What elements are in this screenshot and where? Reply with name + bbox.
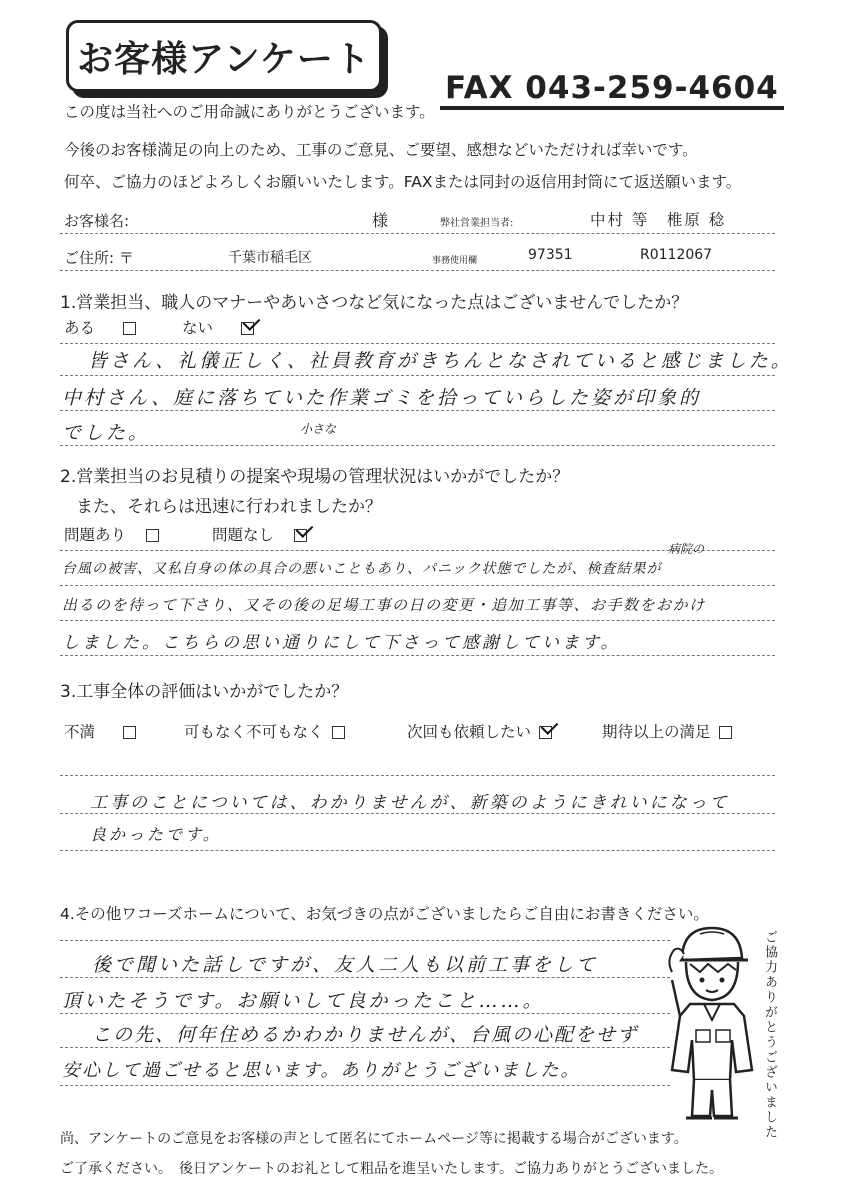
q1-rule-2 [60,375,775,376]
q3-option-2-checkbox[interactable] [332,726,345,739]
question-3: 3.工事全体の評価はいかがでしたか？ [60,682,349,702]
office-use-label: 事務使用欄 [432,256,478,266]
q4-answer-line-4: 安心して過ごせると思います。ありがとうございました。 [62,1060,581,1081]
q1-option-no[interactable] [182,316,254,338]
q1-no-checkbox[interactable] [241,322,254,335]
q2-rule-3 [60,620,775,621]
q1-rule-3 [60,410,775,411]
q4-answer-line-2: 頂いたそうです。お願いして良かったこと……。 [62,990,545,1012]
q2-option-issue-label: 問題あり [64,526,127,544]
q3-option-3[interactable] [407,720,552,742]
q2-answer-insert: 病院の [668,542,705,556]
q1-rule-4 [60,445,775,446]
q1-answer-line-2: 中村さん、庭に落ちていた作業ゴミを拾っていらした姿が印象的 [62,387,701,409]
q3-answer-line-1: 工事のことについては、わかりませんが、新築のようにきれいになって [90,793,730,813]
q2-rule-2 [60,585,775,586]
worker-illustration [660,920,760,1125]
question-4: 4.その他ワコーズホームについて、お気づきの点がございましたらご自由にお書きください。 [60,905,709,923]
q3-option-1-label: 不満 [64,723,96,741]
name-rule [60,233,775,234]
footer-line-2: ご了承ください。 後日アンケートのお礼として粗品を進呈いたします。ご協力ありがとうございました。 [60,1161,724,1177]
address-rule [60,270,775,271]
q4-rule-4 [60,1047,670,1048]
q1-answer-line-3: でした。 [62,422,151,444]
q1-option-no-label: ない [182,319,214,337]
q3-rule-2 [60,813,775,814]
question-1: 1.営業担当、職人のマナーやあいさつなど気になった点はございませんでしたか？ [60,293,689,313]
intro-line-2: 今後のお客様満足の向上のため、工事のご意見、ご要望、感想などいただければ幸いです。 [64,141,698,159]
q3-rule-3 [60,850,775,851]
q3-rule-1 [60,775,775,776]
q2-answer-line-3: しました。こちらの思い通りにして下さって感謝しています。 [62,633,621,653]
side-thanks-message: ご協力ありがとうございました [762,930,777,1140]
q4-rule-1 [60,940,670,941]
address-value: 千葉市稲毛区 [228,250,312,266]
intro-line-3: 何卒、ご協力のほどよろしくお願いいたします。FAXまたは同封の返信用封筒にて返送願います。 [64,173,742,191]
q4-rule-5 [60,1085,670,1086]
q4-rule-3 [60,1013,670,1014]
q3-option-1[interactable] [64,720,136,742]
q3-option-1-checkbox[interactable] [123,726,136,739]
q4-rule-2 [60,977,670,978]
q2-no-issue-checkbox[interactable] [294,529,307,542]
q4-answer-line-1: 後で聞いた話しですが、友人二人も以前工事をして [92,954,599,976]
q3-option-4-label: 期待以上の満足 [602,723,711,741]
question-2-line-2: また、それらは迅速に行われましたか？ [76,497,382,517]
q1-option-yes-label: ある [64,319,96,337]
q3-option-3-checkbox[interactable] [539,726,552,739]
q4-answer-line-3: この先、何年住めるかわかりませんが、台風の心配をせず [92,1024,639,1046]
q3-option-4-checkbox[interactable] [719,726,732,739]
q3-option-4[interactable] [602,720,732,742]
q3-option-3-label: 次回も依頼したい [407,723,532,741]
q2-option-no-issue-label: 問題なし [212,526,275,544]
q1-rule-1 [60,343,775,344]
question-2-line-1: 2.営業担当のお見積りの提案や現場の管理状況はいかがでしたか？ [60,467,570,487]
q2-option-no-issue[interactable] [212,523,307,545]
q3-option-2[interactable] [184,720,345,742]
customer-name-label: お客様名: [64,212,130,230]
footer-line-1: 尚、アンケートのご意見をお客様の声として匿名にてホームページ等に掲載する場合がございます。 [60,1131,688,1147]
intro-line-1: この度は当社へのご用命誠にありがとうございます。 [64,103,435,121]
fax-underline [440,106,784,110]
q3-option-2-label: 可もなく不可もなく [184,723,324,741]
staff-names: 中村 等 椎原 稔 [590,211,727,229]
fax-number: FAX 043-259-4604 [445,70,779,106]
office-code-2: R0112067 [640,247,713,263]
staff-label: 弊社営業担当者: [440,218,514,229]
q2-option-issue[interactable] [64,523,159,545]
q2-issue-checkbox[interactable] [146,529,159,542]
q2-answer-line-2: 出るのを待って下さり、又その後の足場工事の日の変更・追加工事等、お手数をおかけ [62,596,706,614]
q1-answer-insert: 小さな [300,422,337,436]
sama-label: 様 [372,211,389,230]
office-code-1: 97351 [528,247,573,263]
q2-answer-line-1: 台風の被害、又私自身の体の具合の悪いこともあり、パニック状態でしたが、検査結果が [62,561,662,577]
q3-answer-line-2: 良かったです。 [90,825,222,844]
q1-option-yes[interactable] [64,316,136,338]
address-label: ご住所: 〒 [64,249,134,267]
q1-answer-line-1: 皆さん、礼儀正しく、社員教育がきちんとなされていると感じました。 [88,350,793,372]
q1-yes-checkbox[interactable] [123,322,136,335]
survey-title: お客様アンケート [66,20,382,92]
q2-rule-4 [60,655,775,656]
